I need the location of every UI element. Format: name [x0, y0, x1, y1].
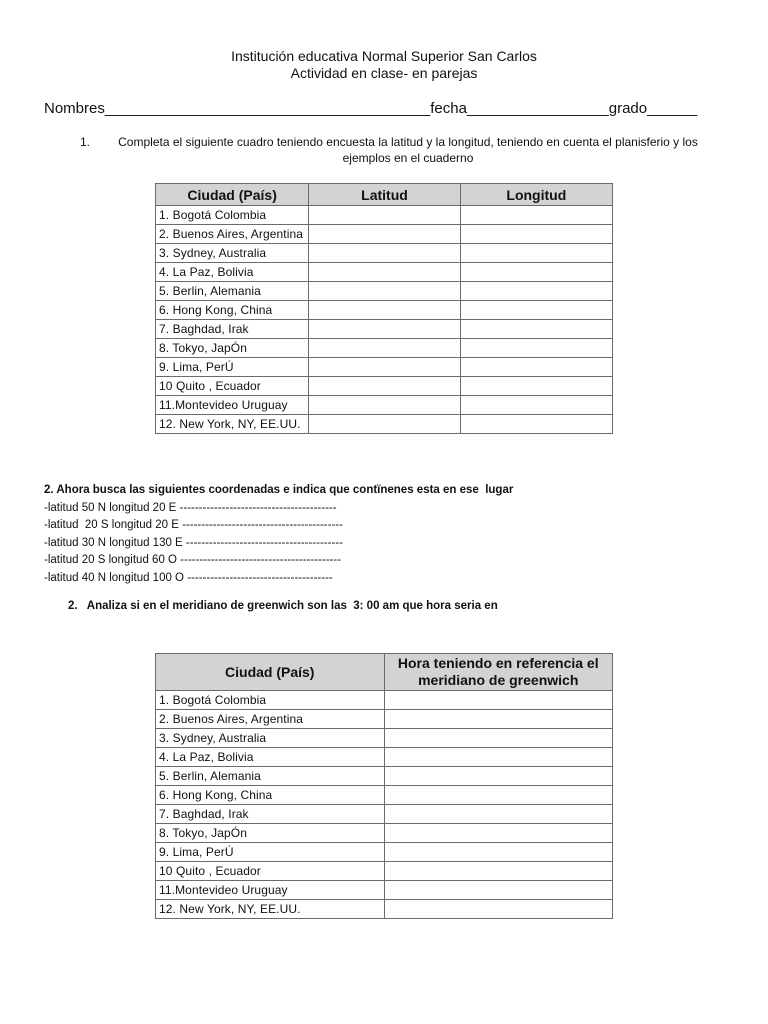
- hora-cell[interactable]: [384, 805, 613, 824]
- section-3-number: 2.: [68, 600, 78, 612]
- coordinate-item: -latitud 30 N longitud 130 E -----------------------------------------: [44, 536, 343, 549]
- table-row: [156, 862, 613, 881]
- table-row: [156, 767, 613, 786]
- header-ciudad: Ciudad (País): [156, 654, 385, 691]
- longitud-cell[interactable]: [460, 377, 612, 396]
- city-cell: 4. La Paz, Bolivia: [156, 263, 309, 282]
- table-row: [156, 805, 613, 824]
- greenwich-time-table: [155, 653, 613, 919]
- city-cell: 6. Hong Kong, China: [156, 786, 385, 805]
- city-cell: 12. New York, NY, EE.UU.: [156, 900, 385, 919]
- city-cell: 3. Sydney, Australia: [156, 244, 309, 263]
- header-hora: Hora teniendo en referencia el meridiano de greenwich: [384, 654, 613, 691]
- section-2: [44, 482, 513, 587]
- table-header-row: [156, 654, 613, 691]
- longitud-cell[interactable]: [460, 301, 612, 320]
- table-row: [156, 339, 613, 358]
- city-cell: 11.Montevideo Uruguay: [156, 396, 309, 415]
- table-row: [156, 748, 613, 767]
- header-latitud: Latitud: [309, 184, 460, 206]
- city-cell: 9. Lima, PerÚ: [156, 358, 309, 377]
- city-cell: 4. La Paz, Bolivia: [156, 748, 385, 767]
- hora-cell[interactable]: [384, 691, 613, 710]
- table-row: [156, 225, 613, 244]
- longitud-cell[interactable]: [460, 358, 612, 377]
- grado-blank: ______: [647, 100, 698, 117]
- city-cell: 11.Montevideo Uruguay: [156, 881, 385, 900]
- fecha-label: fecha: [430, 100, 467, 117]
- student-info-line: [44, 100, 697, 117]
- hora-cell[interactable]: [384, 881, 613, 900]
- coordinate-item: -latitud 40 N longitud 100 O --------------------------------------: [44, 571, 333, 584]
- table-row: [156, 206, 613, 225]
- instruction-1-number: 1.: [80, 135, 91, 149]
- nombres-blank: _______________________________________: [104, 100, 431, 117]
- table-row: [156, 358, 613, 377]
- hora-cell[interactable]: [384, 862, 613, 881]
- hora-cell[interactable]: [384, 843, 613, 862]
- table-row: [156, 729, 613, 748]
- longitud-cell[interactable]: [460, 282, 612, 301]
- hora-cell[interactable]: [384, 748, 613, 767]
- latitud-cell[interactable]: [309, 225, 460, 244]
- hora-cell[interactable]: [384, 824, 613, 843]
- latitud-cell[interactable]: [309, 339, 460, 358]
- table-row: [156, 824, 613, 843]
- document-subtitle: Actividad en clase- en parejas: [290, 65, 478, 81]
- hora-cell[interactable]: [384, 729, 613, 748]
- table-header-row: [156, 184, 613, 206]
- coordinate-item: -latitud 20 S longitud 20 E ------------------------------------------: [44, 519, 343, 531]
- latitud-cell[interactable]: [309, 415, 460, 434]
- longitud-cell[interactable]: [460, 320, 612, 339]
- header-longitud: Longitud: [460, 184, 612, 206]
- nombres-label: Nombres: [44, 100, 105, 117]
- city-cell: 6. Hong Kong, China: [156, 301, 309, 320]
- header-ciudad: Ciudad (País): [156, 184, 309, 206]
- city-cell: 12. New York, NY, EE.UU.: [156, 415, 309, 434]
- city-cell: 8. Tokyo, JapÓn: [156, 339, 309, 358]
- table-row: [156, 843, 613, 862]
- table-row: [156, 710, 613, 729]
- city-cell: 7. Baghdad, Irak: [156, 320, 309, 339]
- longitud-cell[interactable]: [460, 206, 612, 225]
- latitud-cell[interactable]: [309, 320, 460, 339]
- coordinate-item: -latitud 50 N longitud 20 E -----------------------------------------: [44, 501, 337, 514]
- grado-label: grado: [608, 100, 648, 117]
- section-3-prompt: [68, 600, 498, 612]
- hora-cell[interactable]: [384, 710, 613, 729]
- table-row: [156, 900, 613, 919]
- city-cell: 9. Lima, PerÚ: [156, 843, 385, 862]
- table-row: [156, 691, 613, 710]
- city-cell: 10 Quito , Ecuador: [156, 862, 385, 881]
- table-row: [156, 320, 613, 339]
- city-cell: 5. Berlin, Alemania: [156, 282, 309, 301]
- longitud-cell[interactable]: [460, 396, 612, 415]
- table-row: [156, 396, 613, 415]
- longitud-cell[interactable]: [460, 244, 612, 263]
- table-row: [156, 786, 613, 805]
- latitud-cell[interactable]: [309, 282, 460, 301]
- table-row: [156, 881, 613, 900]
- city-cell: 1. Bogotá Colombia: [156, 206, 309, 225]
- section-2-heading: 2. Ahora busca las siguientes coordenadas e indica que contïnenes esta en ese lugar: [44, 484, 514, 496]
- city-cell: 1. Bogotá Colombia: [156, 691, 385, 710]
- latitud-cell[interactable]: [309, 396, 460, 415]
- table-row: [156, 282, 613, 301]
- instruction-1-text: Completa el siguiente cuadro teniendo encuesta la latitud y la longitud, teniendo en cuenta el planisferio y los ejemplos en el cuaderno: [118, 135, 698, 165]
- hora-cell[interactable]: [384, 900, 613, 919]
- longitud-cell[interactable]: [460, 415, 612, 434]
- city-cell: 7. Baghdad, Irak: [156, 805, 385, 824]
- hora-cell[interactable]: [384, 767, 613, 786]
- document-title: Institución educativa Normal Superior San Carlos: [231, 48, 537, 64]
- table-row: [156, 263, 613, 282]
- latitud-cell[interactable]: [309, 206, 460, 225]
- fecha-blank: _________________: [466, 100, 609, 117]
- city-cell: 2. Buenos Aires, Argentina: [156, 710, 385, 729]
- city-cell: 8. Tokyo, JapÓn: [156, 824, 385, 843]
- section-3-text: Analiza si en el meridiano de greenwich son las 3: 00 am que hora seria en: [86, 600, 498, 612]
- hora-cell[interactable]: [384, 786, 613, 805]
- city-cell: 2. Buenos Aires, Argentina: [156, 225, 309, 244]
- city-cell: 3. Sydney, Australia: [156, 729, 385, 748]
- longitud-cell[interactable]: [460, 339, 612, 358]
- latitud-cell[interactable]: [309, 358, 460, 377]
- table-row: [156, 301, 613, 320]
- longitud-cell[interactable]: [460, 263, 612, 282]
- coordinates-table: [155, 183, 613, 434]
- longitud-cell[interactable]: [460, 225, 612, 244]
- latitud-cell[interactable]: [309, 377, 460, 396]
- coordinate-item: -latitud 20 S longitud 60 O ------------------------------------------: [44, 554, 342, 566]
- latitud-cell[interactable]: [309, 263, 460, 282]
- latitud-cell[interactable]: [309, 301, 460, 320]
- latitud-cell[interactable]: [309, 244, 460, 263]
- table-row: [156, 244, 613, 263]
- table-row: [156, 377, 613, 396]
- table-row: [156, 415, 613, 434]
- city-cell: 10 Quito , Ecuador: [156, 377, 309, 396]
- city-cell: 5. Berlin, Alemania: [156, 767, 385, 786]
